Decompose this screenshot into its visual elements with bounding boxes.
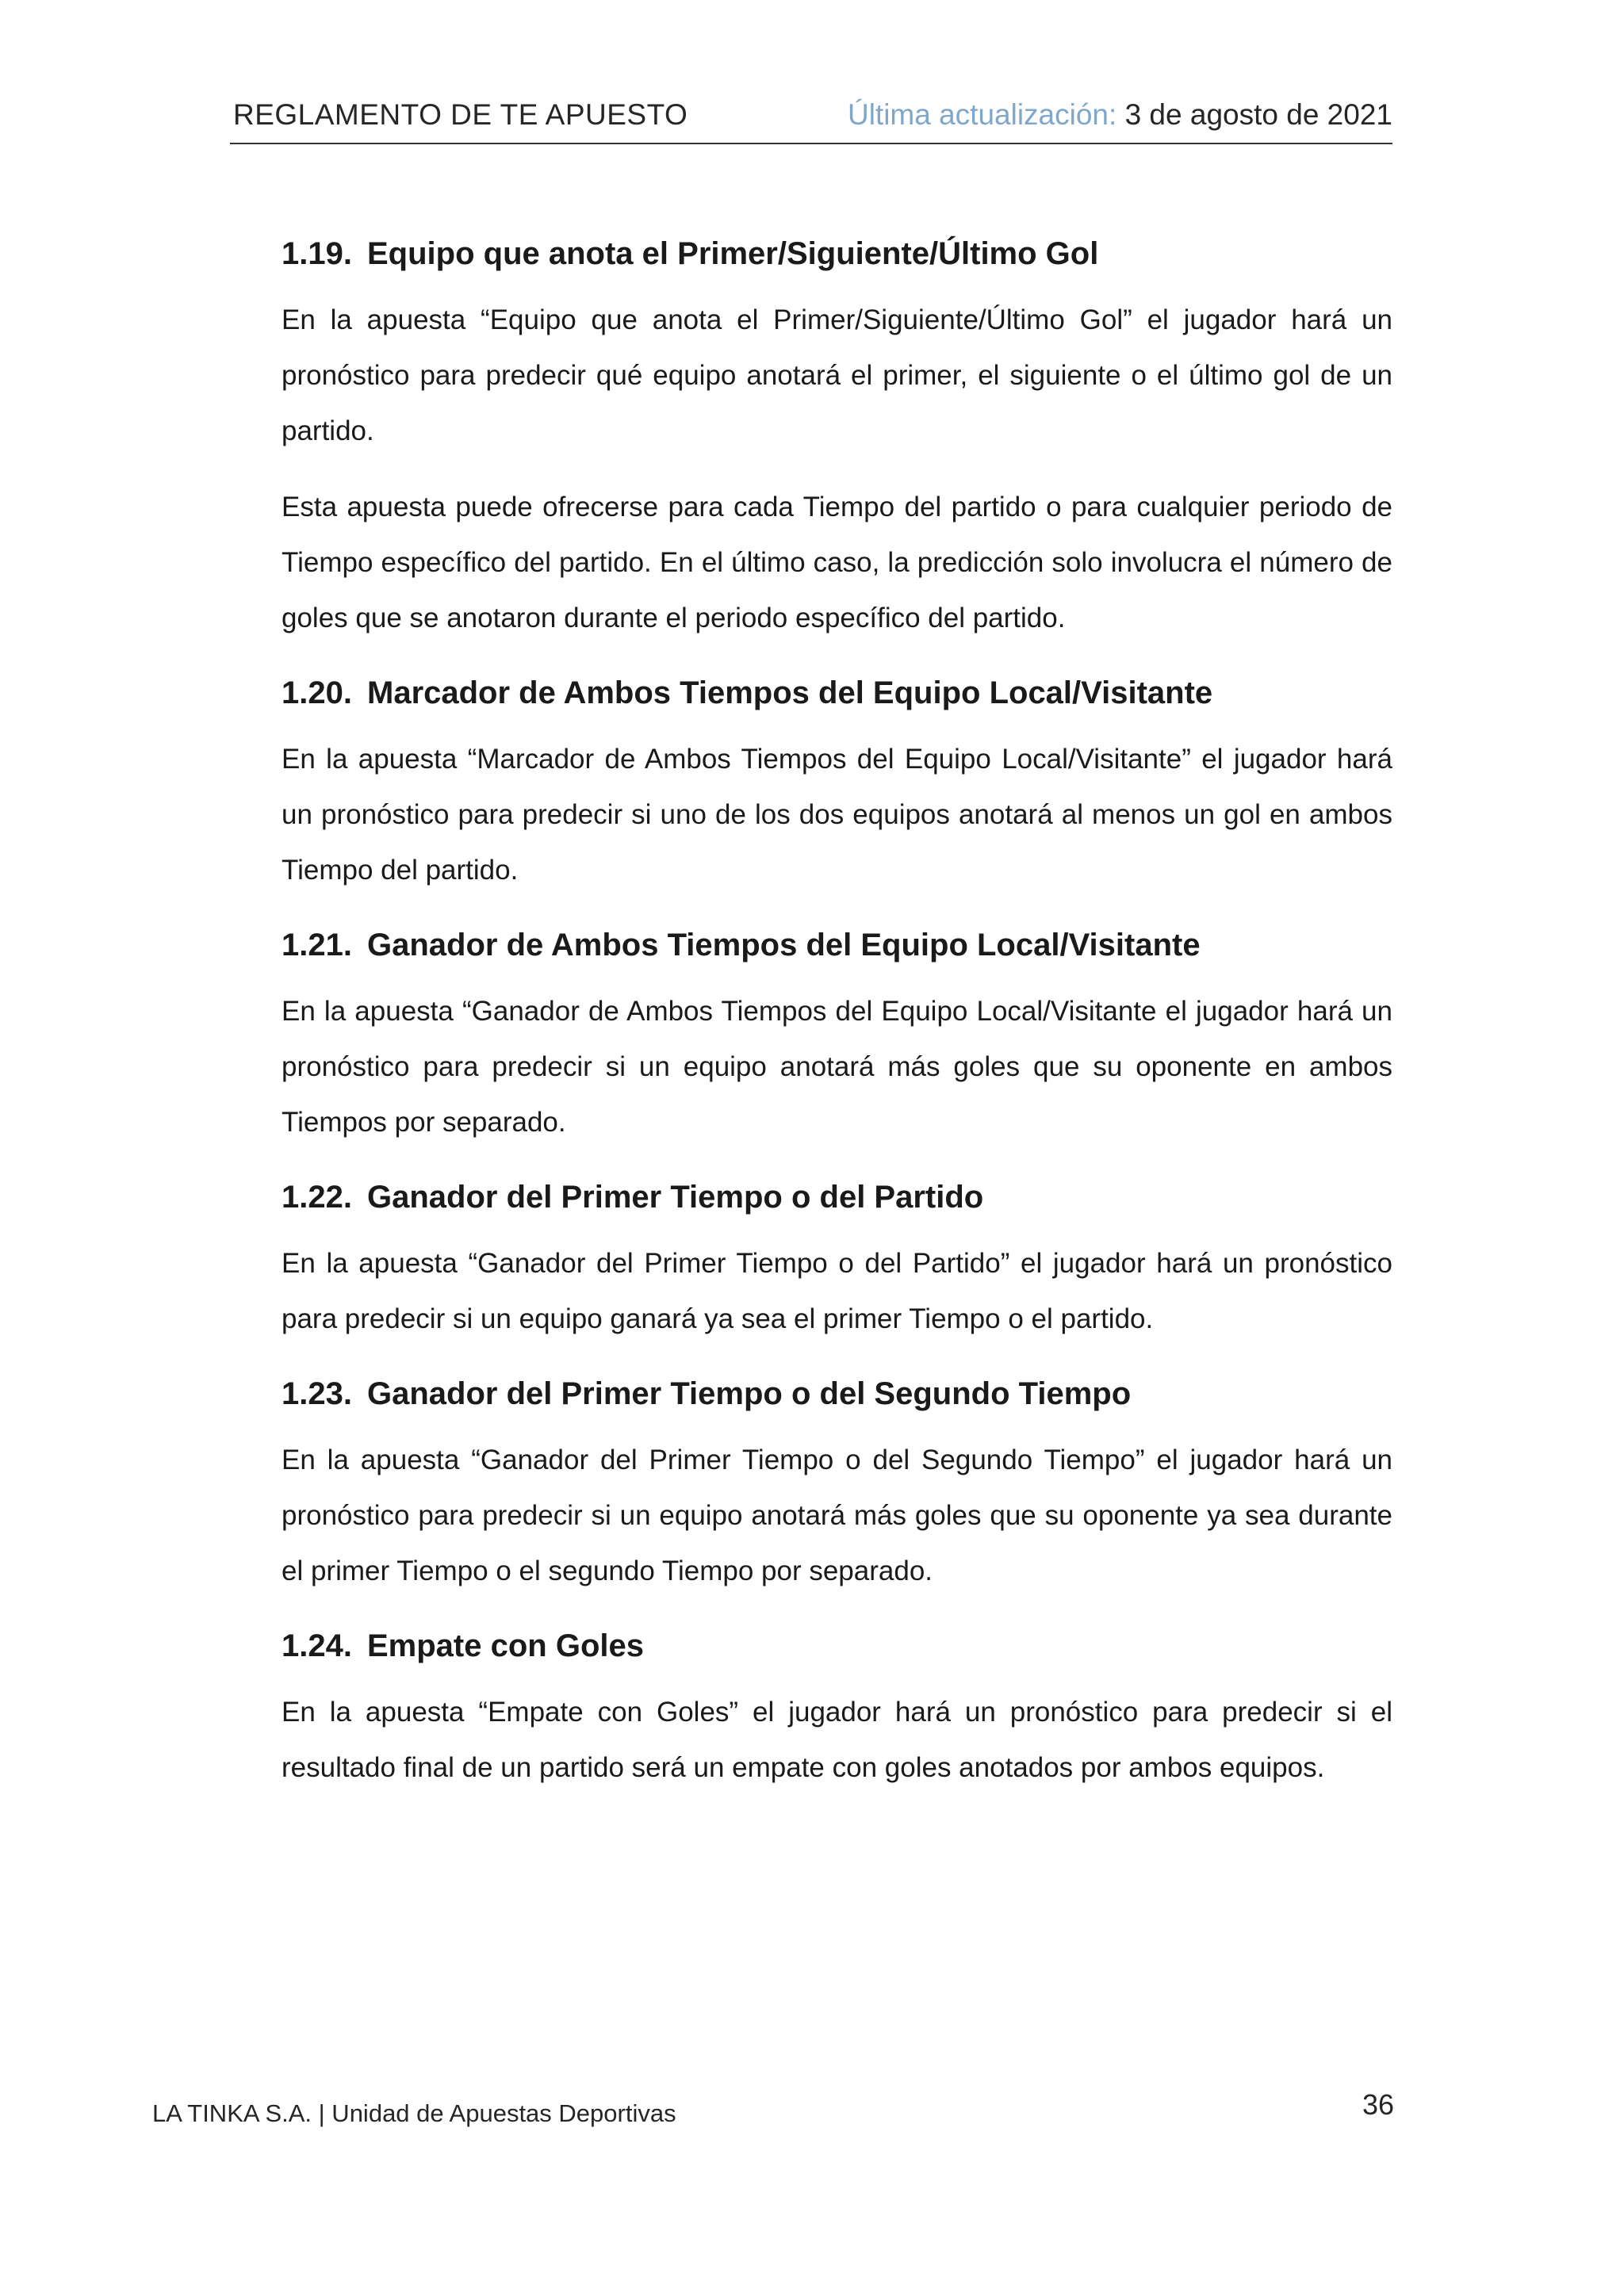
section-heading: [282, 226, 1392, 281]
section-number: 1.19.: [282, 236, 352, 271]
section-1-23: [282, 1366, 1392, 1599]
section-number: 1.23.: [282, 1376, 352, 1411]
section-heading: [282, 1618, 1392, 1674]
section-number: 1.22.: [282, 1180, 352, 1215]
paragraph: En la apuesta “Ganador del Primer Tiempo o del Partido” el jugador hará un pronóstico para predecir si un equipo ganará ya sea el primer Tiempo o el partido.: [282, 1248, 1392, 1334]
section-title: Equipo que anota el Primer/Siguiente/Último Gol: [367, 236, 1099, 271]
paragraph: Esta apuesta puede ofrecerse para cada Tiempo del partido o para cualquier periodo de Tiempo específico del partido. En el último caso, la predicción solo involucra el número de goles que se anotaron durante el periodo específico del partido.: [282, 492, 1392, 633]
last-updated: [848, 98, 1392, 132]
section-1-20: [282, 665, 1392, 898]
document-body: [282, 226, 1392, 1796]
document-title: REGLAMENTO DE TE APUESTO: [233, 98, 688, 131]
section-number: 1.24.: [282, 1628, 352, 1663]
section-title: Ganador del Primer Tiempo o del Segundo Tiempo: [367, 1376, 1132, 1411]
section-title: Empate con Goles: [367, 1628, 644, 1663]
page-number: 36: [1362, 2088, 1395, 2121]
last-updated-label: Última actualización:: [847, 98, 1117, 131]
page-header: [230, 94, 1392, 144]
section-number: 1.21.: [282, 928, 352, 962]
section-heading: [282, 665, 1392, 721]
section-title: Ganador del Primer Tiempo o del Partido: [367, 1180, 984, 1215]
section-heading: [282, 1366, 1392, 1422]
section-1-24: [282, 1618, 1392, 1796]
paragraph: En la apuesta “Empate con Goles” el jugador hará un pronóstico para predecir si el resultado final de un partido será un empate con goles anotados por ambos equipos.: [282, 1697, 1392, 1783]
paragraph: En la apuesta “Ganador del Primer Tiempo o del Segundo Tiempo” el jugador hará un pronóstico para predecir si un equipo anotará más goles que su oponente ya sea durante el primer Tiempo o el segundo Tiempo por separado.: [282, 1445, 1392, 1586]
section-1-19: [282, 226, 1392, 646]
section-number: 1.20.: [282, 675, 352, 710]
footer-organization: LA TINKA S.A. | Unidad de Apuestas Deportivas: [152, 2099, 676, 2127]
last-updated-date: 3 de agosto de 2021: [1124, 98, 1392, 131]
paragraph: En la apuesta “Ganador de Ambos Tiempos del Equipo Local/Visitante el jugador hará un pronóstico para predecir si un equipo anotará más goles que su oponente en ambos Tiempos por separado.: [282, 996, 1392, 1138]
section-1-21: [282, 917, 1392, 1150]
section-1-22: [282, 1169, 1392, 1347]
section-heading: [282, 917, 1392, 973]
paragraph: En la apuesta “Marcador de Ambos Tiempos del Equipo Local/Visitante” el jugador hará un pronóstico para predecir si uno de los dos equipos anotará al menos un gol en ambos Tiempo del partido.: [282, 744, 1392, 886]
section-title: Marcador de Ambos Tiempos del Equipo Local/Visitante: [367, 675, 1213, 710]
paragraph: En la apuesta “Equipo que anota el Primer/Siguiente/Último Gol” el jugador hará un pronóstico para predecir qué equipo anotará el primer, el siguiente o el último gol de un partido.: [282, 304, 1392, 446]
section-title: Ganador de Ambos Tiempos del Equipo Local/Visitante: [367, 928, 1201, 962]
section-heading: [282, 1169, 1392, 1225]
